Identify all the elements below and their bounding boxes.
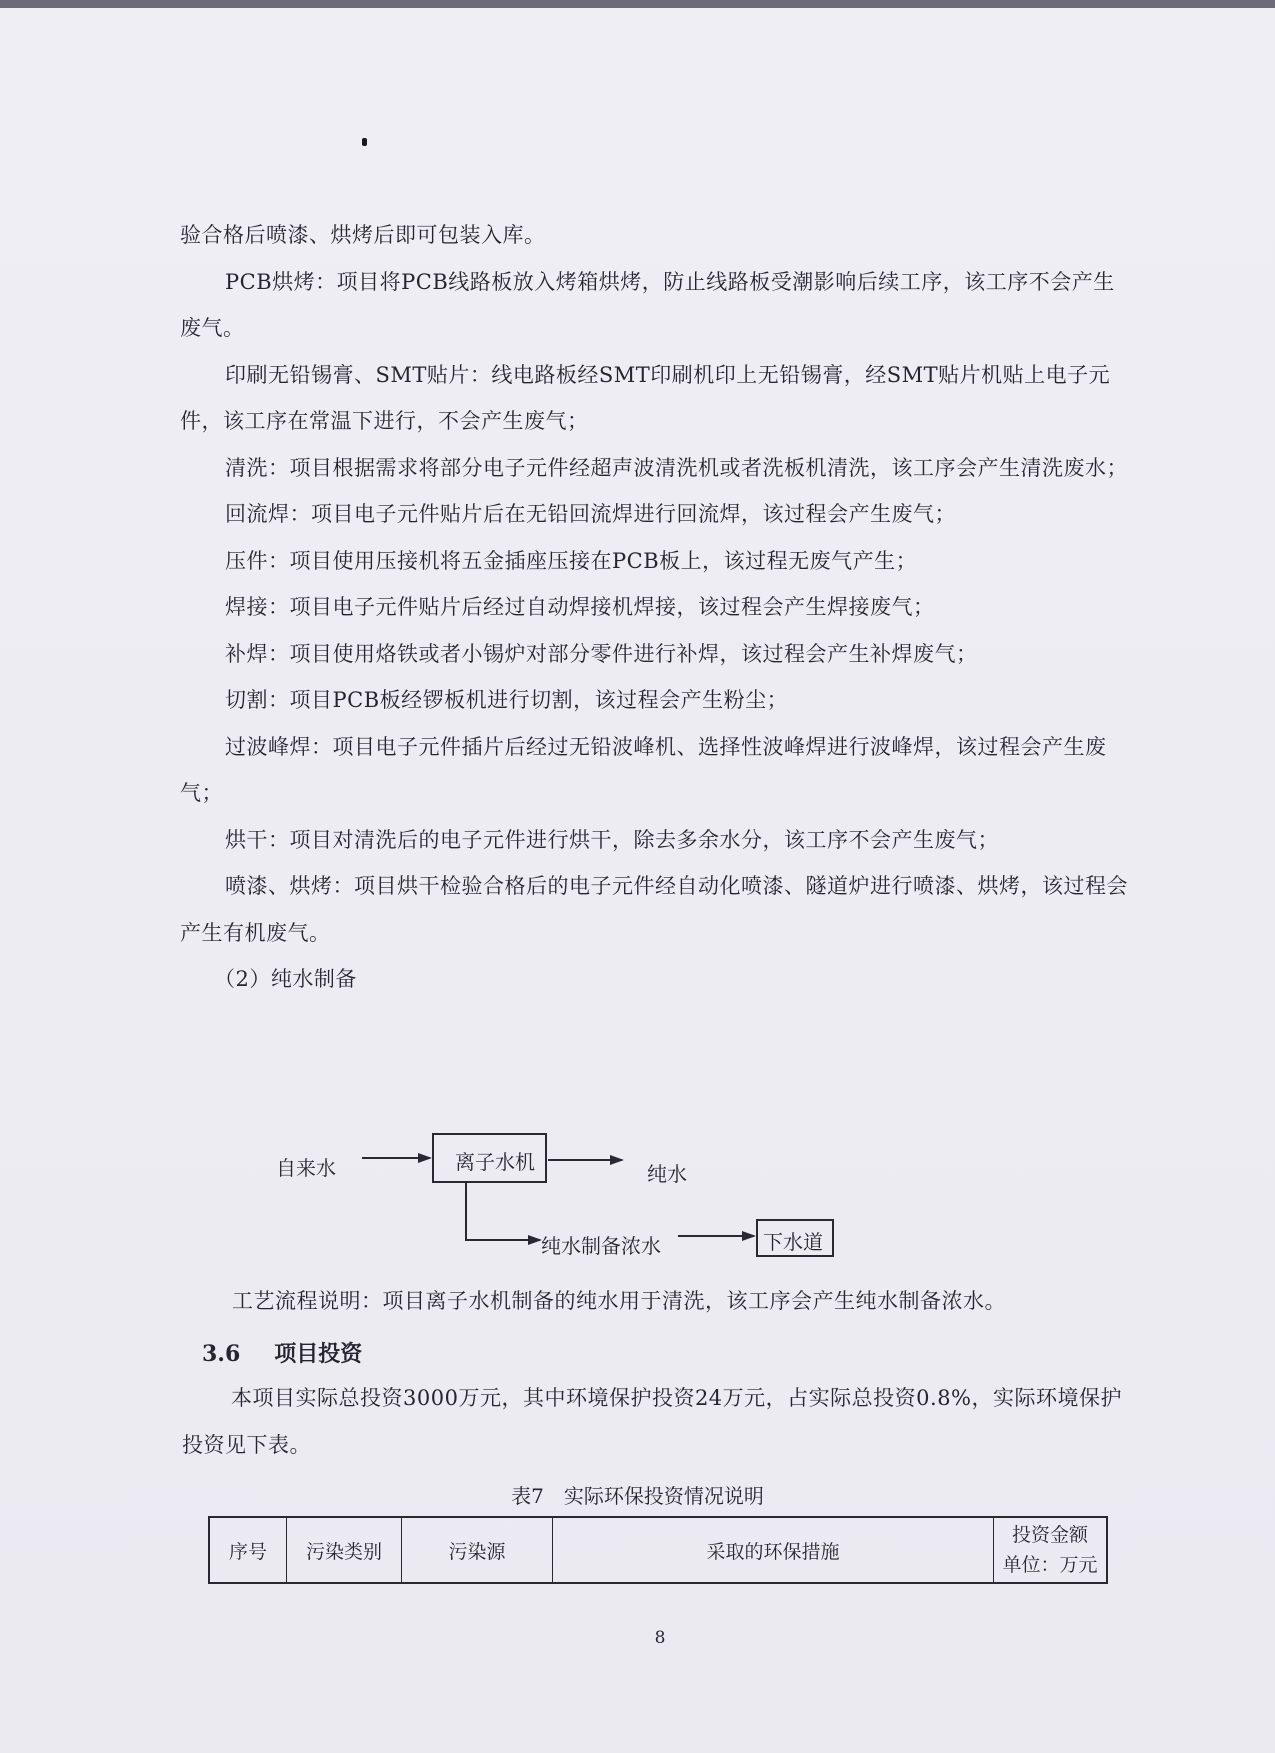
paragraph: 清洗：项目根据需求将部分电子元件经超声波清洗机或者洗板机清洗，该工序会产生清洗废水； [225,455,1128,480]
investment-paragraph [182,1375,1137,1469]
section-number: 3.6 [202,1341,241,1367]
table-title: 表7 实际环保投资情况说明 [511,1484,764,1508]
paragraph: 补焊：项目使用烙铁或者小锡炉对部分零件进行补焊，该过程会产生补焊废气； [225,641,978,666]
paragraph: 印刷无铅锡膏、SMT贴片：线电路板经SMT印刷机印上无铅锡膏，经SMT贴片机贴上电子元件，该工序在常温下进行，不会产生废气； [180,362,1111,433]
investment-table [208,1516,1108,1584]
page-number: 8 [654,1628,666,1648]
header-line: 投资金额 [1011,1524,1088,1546]
paragraph: 烘干：项目对清洗后的电子元件进行烘干，除去多余水分，该工序不会产生废气； [225,827,999,852]
header-cell: 污染类别 [287,1517,402,1583]
section-heading [202,1337,362,1368]
ion-machine-label: 离子水机 [455,1150,535,1174]
paragraph: 切割：项目PCB板经锣板机进行切割，该过程会产生粉尘； [225,688,789,712]
header-line: 单位：万元 [1002,1554,1098,1576]
header-cell: 采取的环保措施 [553,1517,994,1583]
header-cell: 污染源 [402,1517,553,1583]
sewer-label: 下水道 [763,1230,823,1254]
process-description [180,212,1135,1003]
paragraph: 焊接：项目电子元件贴片后经过自动焊接机焊接，该过程会产生焊接废气； [225,595,935,619]
ink-dot [362,138,367,146]
pure-water-label: 纯水 [647,1162,687,1186]
paragraph: PCB烘烤：项目将PCB线路板放入烤箱烘烤，防止线路板受潮影响后续工序，该工序不会产生废气。 [180,269,1115,340]
paragraph: 过波峰焊：项目电子元件插片后经过无铅波峰机、选择性波峰焊进行波峰焊，该过程会产生废气； [180,734,1107,805]
subsection-heading: （2）纯水制备 [214,967,357,991]
paragraph: 喷漆、烘烤：项目烘干检验合格后的电子元件经自动化喷漆、隧道炉进行喷漆、烘烤，该过程会产生有机废气。 [180,874,1128,945]
flow-caption: 工艺流程说明：项目离子水机制备的纯水用于清洗，该工序会产生纯水制备浓水。 [232,1289,1006,1313]
paragraph: 验合格后喷漆、烘烤后即可包装入库。 [180,223,546,247]
section-title: 项目投资 [274,1341,363,1367]
tap-water-label: 自来水 [276,1156,336,1180]
header-cell: 序号 [209,1517,287,1583]
investment-text: 本项目实际总投资3000万元，其中环境保护投资24万元，占实际总投资0.8%，实际环境保护投资见下表。 [182,1386,1123,1457]
machine-box [433,1134,546,1182]
paragraph: 回流焊：项目电子元件贴片后在无铅回流焊进行回流焊，该过程会产生废气； [225,502,956,526]
table-header-row [209,1517,1107,1583]
sewer-box [757,1220,833,1256]
scan-edge [0,0,1275,8]
concentrate-label: 纯水制备浓水 [541,1234,661,1258]
header-cell [994,1517,1108,1583]
arrow-to-waste [466,1182,540,1240]
paragraph: 压件：项目使用压接机将五金插座压接在PCB板上，该过程无废气产生； [225,548,918,573]
